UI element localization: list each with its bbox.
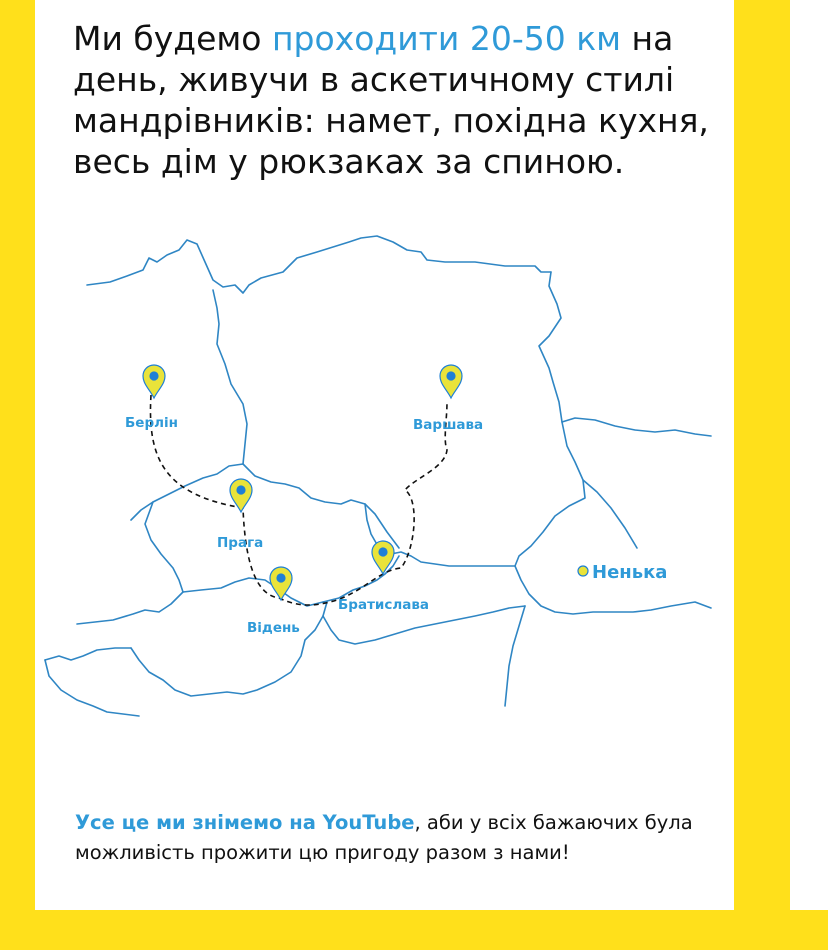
pin-prague bbox=[230, 479, 252, 512]
city-label-warsaw: Варшава bbox=[413, 417, 484, 433]
content-card bbox=[35, 0, 734, 910]
pin-vienna bbox=[270, 567, 292, 600]
map-pin-icon bbox=[143, 365, 165, 398]
headline-text-start: Ми будемо bbox=[73, 19, 272, 58]
home-label: Ненька bbox=[592, 562, 668, 583]
footer-text bbox=[75, 808, 725, 868]
home-dot-icon bbox=[578, 566, 588, 576]
map-pin-icon bbox=[440, 365, 462, 398]
footer-highlight: Усе це ми знімемо на YouTube bbox=[75, 811, 415, 834]
city-label-prague: Прага bbox=[217, 535, 264, 551]
headline-text-end: на день, живучи в аскетичному стилі мандрівників: намет, похідна кухня, весь дім у рюкзаках за спиною. bbox=[73, 19, 709, 181]
map-pin-icon bbox=[270, 567, 292, 600]
pin-berlin bbox=[143, 365, 165, 398]
pin-warsaw bbox=[440, 365, 462, 398]
next-card-edge bbox=[790, 0, 828, 910]
headline-highlight: проходити 20-50 км bbox=[271, 19, 622, 58]
map-pin-icon bbox=[230, 479, 252, 512]
route-line bbox=[150, 395, 447, 605]
city-label-vienna: Відень bbox=[247, 620, 300, 636]
footer-rest: , аби у всіх бажаючих була можливість прожити цю пригоду разом з нами! bbox=[75, 811, 693, 864]
route-map bbox=[35, 0, 734, 910]
country-borders bbox=[45, 236, 711, 716]
city-label-berlin: Берлін bbox=[125, 415, 178, 431]
city-label-bratislava: Братислава bbox=[338, 597, 429, 613]
